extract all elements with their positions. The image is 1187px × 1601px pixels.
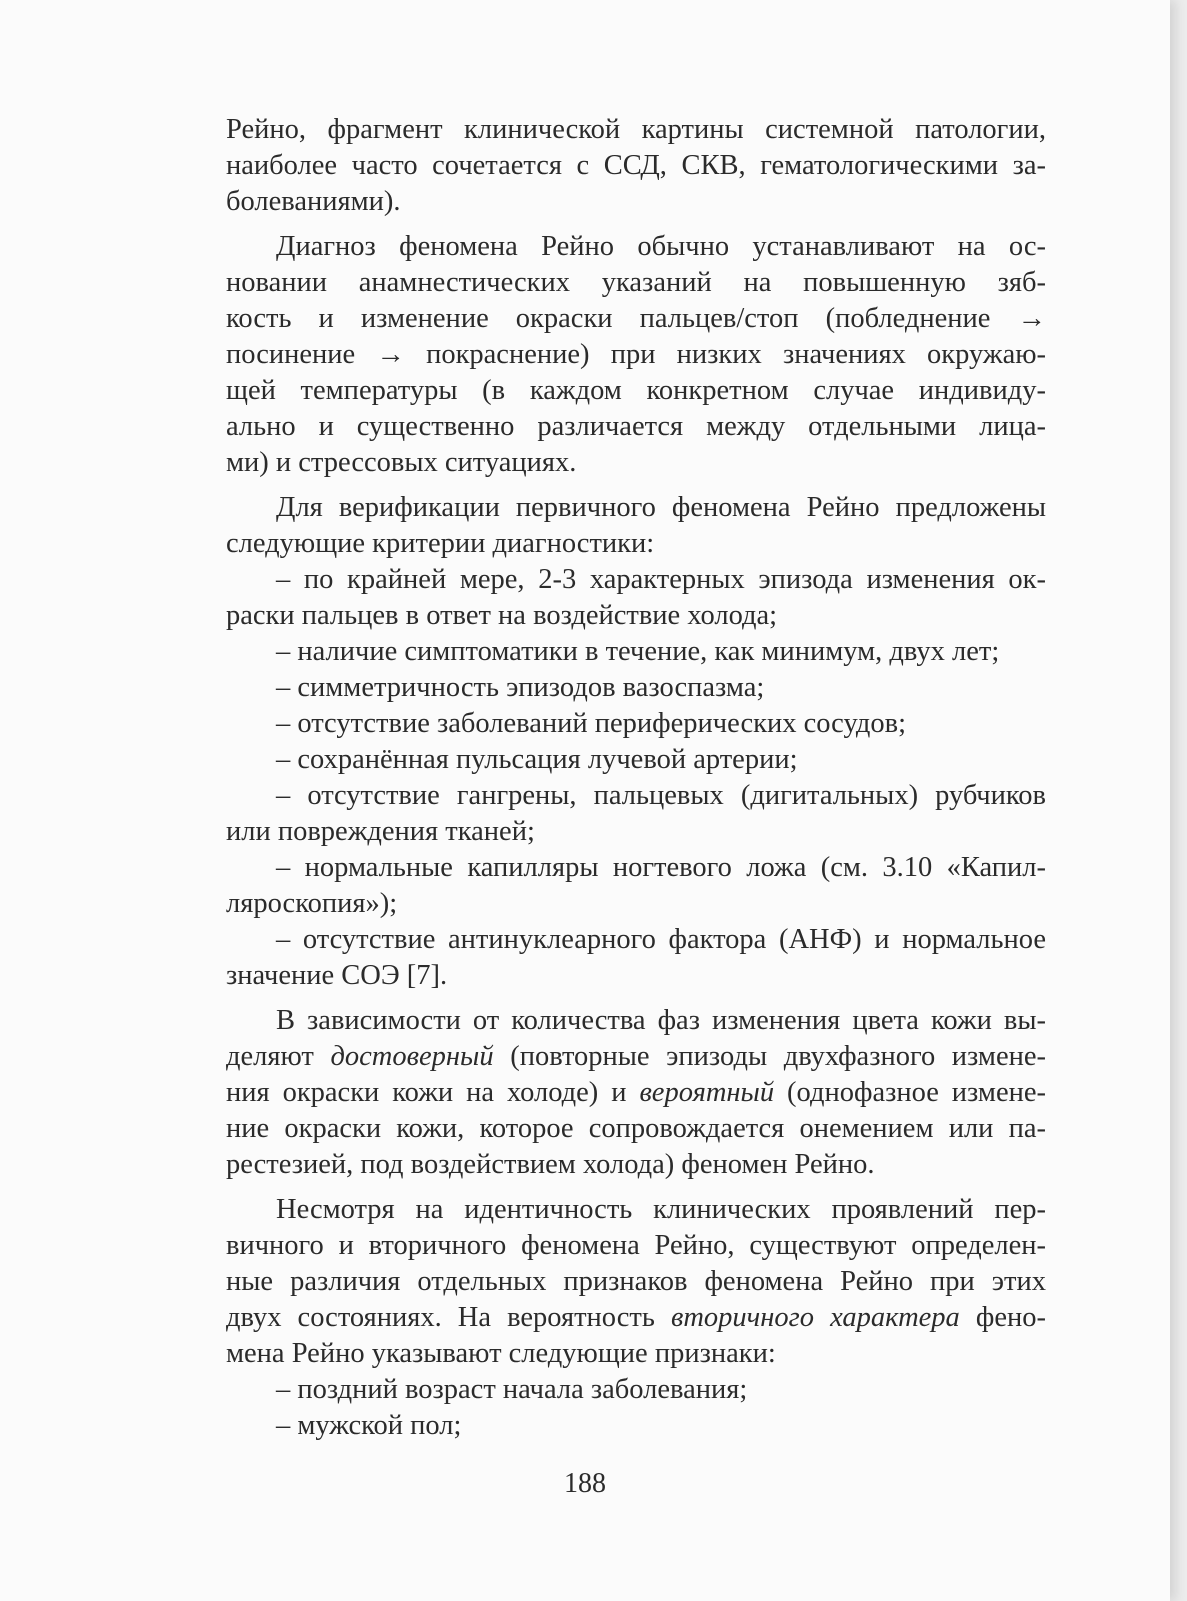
text-line: Для верификации первичного феномена Рейно предложены [276, 492, 1046, 523]
paragraph-gap [226, 481, 1046, 490]
text-line: ляроскопия»); [226, 888, 398, 919]
text-line: ные различия отдельных признаков феномена Рейно при этих [226, 1266, 1046, 1297]
text-line: – по крайней мере, 2-3 характерных эпизода изменения ок- [276, 564, 1046, 595]
text-line: раски пальцев в ответ на воздействие холода; [226, 600, 778, 631]
text-line: болеваниями). [226, 186, 401, 217]
text-line: Рейно, фрагмент клинической картины системной патологии, [226, 114, 1046, 145]
text-line: следующие критерии диагностики: [226, 528, 655, 559]
text-line: – отсутствие гангрены, пальцевых (дигитальных) рубчиков [276, 780, 1046, 811]
text-line: – отсутствие антинуклеарного фактора (АНФ) и нормальное [276, 924, 1046, 955]
paragraph-gap [226, 1183, 1046, 1192]
text-line: – нормальные капилляры ногтевого ложа (см. 3.10 «Капил- [276, 852, 1046, 883]
text-line: – сохранённая пульсация лучевой артерии; [276, 744, 798, 775]
text-line: ние окраски кожи, которое сопровождается онемением или па- [226, 1113, 1046, 1144]
text-line: – отсутствие заболеваний периферических сосудов; [276, 708, 907, 739]
text-line: мена Рейно указывают следующие признаки: [226, 1338, 776, 1369]
text-line: щей температуры (в каждом конкретном случае индивиду- [226, 375, 1046, 406]
paragraph-gap [226, 994, 1046, 1003]
text-line: – поздний возраст начала заболевания; [276, 1374, 748, 1405]
text-line: новании анамнестических указаний на повышенную зяб- [226, 267, 1046, 298]
text-line: ния окраски кожи на холоде) и вероятный (однофазное измене- [226, 1077, 1046, 1108]
text-line: двух состояниях. На вероятность вторичного характера фено- [226, 1302, 1046, 1333]
text-line: Диагноз феномена Рейно обычно устанавливают на ос- [276, 231, 1046, 262]
text-line: – наличие симптоматики в течение, как минимум, двух лет; [276, 636, 1000, 667]
text-line: посинение → покраснение) при низких значениях окружаю- [226, 339, 1046, 370]
page-number: 188 [564, 1468, 606, 1499]
text-line: ми) и стрессовых ситуациях. [226, 447, 577, 478]
text-line: ально и существенно различается между отдельными лица- [226, 411, 1046, 442]
body-text [226, 112, 1046, 1444]
text-line: – мужской пол; [276, 1410, 462, 1441]
text-line: наиболее часто сочетается с ССД, СКВ, гематологическими за- [226, 150, 1046, 181]
text-line: В зависимости от количества фаз изменения цвета кожи вы- [276, 1005, 1046, 1036]
text-line: деляют достоверный (повторные эпизоды двухфазного измене- [226, 1041, 1046, 1072]
text-line: – симметричность эпизодов вазоспазма; [276, 672, 765, 703]
text-line: Несмотря на идентичность клинических проявлений пер- [276, 1194, 1046, 1225]
text-line: или повреждения тканей; [226, 816, 535, 847]
text-line: кость и изменение окраски пальцев/стоп (побледнение → [226, 303, 1046, 334]
text-line: значение СОЭ [7]. [226, 960, 448, 991]
text-line: вичного и вторичного феномена Рейно, существуют определен- [226, 1230, 1046, 1261]
paragraph-gap [226, 220, 1046, 229]
text-line: рестезией, под воздействием холода) феномен Рейно. [226, 1149, 875, 1180]
